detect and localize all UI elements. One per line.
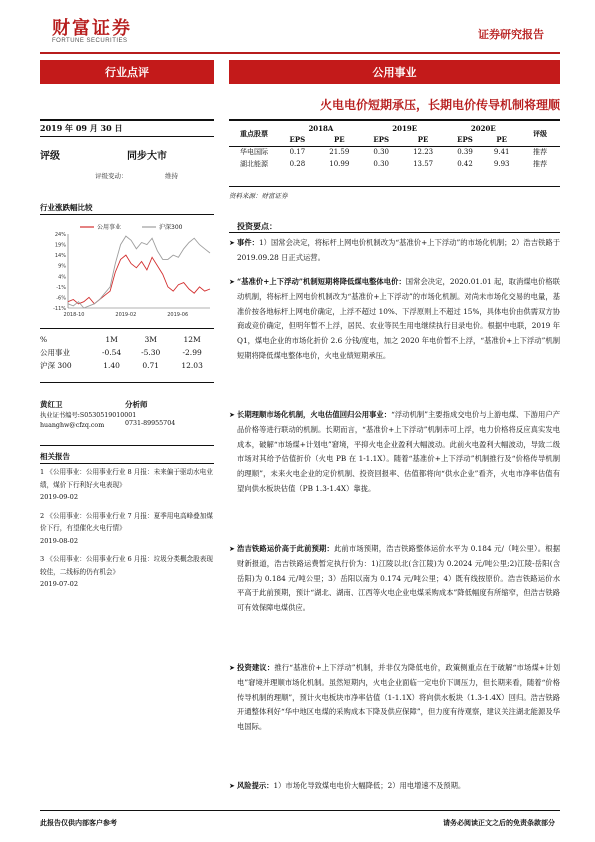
divider xyxy=(40,119,214,121)
legend-label: 公用事业 xyxy=(97,224,122,231)
table-cell: 湖北能源 xyxy=(240,160,268,168)
year-header: 2019E xyxy=(392,123,418,133)
table-cell: -0.54 xyxy=(101,348,122,357)
rating-label: 评级 xyxy=(40,151,60,162)
banner-industry: 公用事业 xyxy=(229,60,560,84)
analyst-name: 黄红卫 xyxy=(40,400,63,409)
y-tick-label: 9% xyxy=(58,263,66,270)
table-cell: -2.99 xyxy=(182,348,202,357)
sub-header: EPS xyxy=(457,135,473,145)
analyst-email: huanghw@cfzq.com xyxy=(40,422,105,429)
headline: 火电电价短期承压，长期电价传导机制将理顺 xyxy=(319,98,560,112)
body-text: 国常会决定，2020.01.01 起，取消煤电价格联动机制，将标杆上网电价机制改为“基准价+上下浮动”的市场化机制。对尚未市场化交易的电量，基准价按各地标杆上网电价确定，上浮不超过 10%、下浮原则上不超过 15%，具体电价由供需双方协商或竞价确定，但明年暂不上浮，居民、农业等民生用电继续执行目录电价。根据中电联，2019 年 Q1，煤电企业的市场化折价 2.6 分钱/度电，加之 2020 年电价暂不上浮，“基准价+上下浮动”机制短期将降低煤电整体电价，火电业绩短期承压。 xyxy=(237,277,560,360)
divider xyxy=(229,119,560,121)
analyst-role: 分析师 xyxy=(125,400,148,409)
table-row xyxy=(229,158,560,170)
bullet-icon: ➤ xyxy=(229,411,235,419)
y-tick-label: 24% xyxy=(54,232,66,238)
table-cell: 推荐 xyxy=(533,148,547,157)
lead-text: 投资建议： xyxy=(237,663,275,672)
y-tick-label: 19% xyxy=(54,242,66,249)
body-text: 推行“基准价+上下浮动”机制，并非仅为降低电价，政策侧重点在于破解“市场煤+计划电”窘境并理顺市场化机制。虽然短期内，火电企业面临一定电价下调压力，但长期来看，随着“价格传导机制的理顺”，预计火电板块市净率估值（1-1.1X）将向供水板块（1.3-1.4X）回归。浩吉铁路开通整体利好“华中地区电煤的采购成本下降及供应保障”，但力度有待观察，建议关注湖北能源及华电国际。 xyxy=(237,663,560,732)
performance-chart xyxy=(40,220,214,320)
rating-change-value: 维持 xyxy=(165,172,178,180)
table-cell: 0.30 xyxy=(373,148,389,157)
divider xyxy=(40,136,214,137)
y-tick-label: 14% xyxy=(54,253,66,260)
table-row xyxy=(40,346,214,359)
year-header: 2020E xyxy=(470,123,496,133)
bullet-icon: ➤ xyxy=(229,278,235,286)
paragraph-suggestion xyxy=(229,661,560,735)
chart-title: 行业涨跌幅比较 xyxy=(40,203,93,212)
table-cell: 0.42 xyxy=(457,160,473,168)
table-row xyxy=(229,146,560,158)
logo-cn: 财富证券 xyxy=(52,18,132,39)
paragraph-mechanism xyxy=(229,275,560,364)
estimates-table xyxy=(229,122,560,170)
bullet-icon: ➤ xyxy=(229,239,235,247)
table-cell: 0.28 xyxy=(289,160,306,168)
bullet-icon: ➤ xyxy=(229,664,235,672)
rating-value: 同步大市 xyxy=(127,151,167,162)
analyst-phone: 0731-89955704 xyxy=(125,420,176,427)
table-cell: -5.30 xyxy=(141,348,161,357)
y-tick-label: -1% xyxy=(56,284,66,291)
lead-text: 长期理顺市场化机制，火电估值回归公用事业： xyxy=(237,410,392,419)
body-content xyxy=(229,236,560,796)
section-title: 投资要点： xyxy=(237,221,277,231)
body-text: 此前市场预期，浩吉铁路整体运价水平为 0.184 元/（吨公里）。根据财新报道，浩吉铁路运费暂定执行价为：1)江陵以北(含江陵)为 0.2024 元/吨公里;2)江陵-岳阳(含岳阳)为 0.184 元/吨公里；3）岳阳以南为 0.174 元/吨公里；4）既有线按原价。浩吉铁路运价水平高于此前预期，预计“湖北、湖南、江西等火电企业电煤采购成本”降低幅度有所缩窄，但浩吉铁路可有效保障电煤供应。 xyxy=(237,544,561,613)
year-header: 2018A xyxy=(308,123,334,133)
table-cell: 推荐 xyxy=(533,160,547,168)
rating-change-label: 评级变动： xyxy=(95,172,128,180)
related-report-link[interactable]: 3 《公用事业：公用事业行业 6 月报：垃圾分类概念股表现较佳，二线标的仍有机会》 xyxy=(40,555,213,576)
report-type: 证券研究报告 xyxy=(478,28,544,41)
table-cell: 9.93 xyxy=(493,160,510,168)
table-cell: 沪深 300 xyxy=(40,361,72,370)
body-text: 1）市场化导致煤电电价大幅降低；2）用电增速不及预期。 xyxy=(273,781,466,790)
sub-header: PE xyxy=(417,135,429,145)
divider xyxy=(229,186,560,187)
related-report-date: 2019-08-02 xyxy=(40,536,79,545)
table-header-cell: 3M xyxy=(144,335,157,344)
divider xyxy=(40,382,214,383)
col-rating-header: 评级 xyxy=(533,128,547,138)
table-cell: 0.30 xyxy=(373,160,389,168)
table-cell: 10.99 xyxy=(329,160,350,168)
table-cell: 21.59 xyxy=(329,148,350,157)
header-divider xyxy=(40,52,560,54)
performance-table xyxy=(40,333,214,372)
table-cell: 12.23 xyxy=(413,148,434,157)
col-stock-header: 重点股票 xyxy=(240,128,268,138)
paragraph-railway xyxy=(229,542,561,616)
table-row xyxy=(40,359,214,372)
related-report-link[interactable]: 1 《公用事业：公用事业行业 8 月报：未来偏于驱动水电业绩，煤价下行利好火电表现》 xyxy=(40,468,213,489)
logo-en: FORTUNE SECURITIES xyxy=(52,38,128,44)
table-cell: 1.40 xyxy=(103,361,120,370)
related-reports xyxy=(40,466,214,591)
table-cell: 0.71 xyxy=(142,361,160,370)
related-title: 相关报告 xyxy=(40,452,70,461)
table-cell: 0.17 xyxy=(289,148,306,157)
lead-text: 风险提示： xyxy=(237,781,274,790)
lead-text: “基准价+上下浮动”机制短期将降低煤电整体电价： xyxy=(237,277,406,286)
table-cell: 华电国际 xyxy=(240,148,268,157)
related-report-link[interactable]: 2 《公用事业：公用事业行业 7 月报：夏季用电高峰叠加煤价下行，有望催化火电行情》 xyxy=(40,511,213,532)
lead-text: 浩吉铁路运价高于此前预期： xyxy=(237,544,334,553)
related-report-date: 2019-09-02 xyxy=(40,493,79,501)
x-tick-label: 2019-02 xyxy=(115,312,137,318)
table-source: 资料来源：财富证券 xyxy=(229,192,288,200)
paragraph-long-term xyxy=(229,408,560,497)
series-line xyxy=(68,255,210,304)
sub-header: PE xyxy=(333,135,345,145)
sub-header: PE xyxy=(496,135,507,145)
table-cell: 13.57 xyxy=(413,160,434,168)
table-header-cell: 1M xyxy=(105,335,118,344)
sub-header: EPS xyxy=(289,135,306,145)
footer-right: 请务必阅读正文之后的免责条款部分 xyxy=(443,818,555,827)
related-report-date: 2019-07-02 xyxy=(40,580,79,588)
x-tick-label: 2019-06 xyxy=(167,312,189,318)
divider xyxy=(40,328,214,329)
y-tick-label: -11% xyxy=(53,306,66,312)
banner-category: 行业点评 xyxy=(40,60,214,84)
divider xyxy=(229,232,560,233)
divider xyxy=(40,445,214,446)
table-cell: 0.39 xyxy=(457,148,473,157)
table-cell: 9.41 xyxy=(493,148,510,157)
body-text: “浮动机制”主要指成交电价与上游电煤、下游用户产品价格等进行联动的机制。长期而言，“基准价+上下浮动”机制赤可上浮，电力价格将反应真实发电成本，破解“市场煤+计划电”窘境，平抑火电企业盈利大幅波动。此前火电盈利大幅波动，导致二级市场对其给予估值折价（火电 PB 在 1-1.1X）。随着“基准价+上下浮动”机制推行及“价格传导机制的理顺”，未来火电企业的定价机制、投资回报率、估值都将向“供水企业”看齐，火电市净率估值有望向供水板块估值（PB 1.3-1.4X）靠拢。 xyxy=(237,410,560,493)
paragraph-event xyxy=(229,236,561,266)
footer-left: 此报告仅供内部客户参考 xyxy=(40,818,117,827)
bullet-icon: ➤ xyxy=(229,782,235,790)
report-date: 2019 年 09 月 30 日 xyxy=(40,123,123,133)
sub-header: EPS xyxy=(373,135,390,145)
footer-divider xyxy=(40,810,560,811)
y-tick-label: -6% xyxy=(56,295,66,302)
table-header-cell: 12M xyxy=(183,335,201,344)
analyst-cert: 执业证书编号:S0530519010001 xyxy=(40,412,137,419)
bullet-icon: ➤ xyxy=(229,545,235,553)
divider xyxy=(40,463,214,464)
y-tick-label: 4% xyxy=(58,274,66,281)
lead-text: 事件： xyxy=(237,238,259,247)
x-tick-label: 2018-10 xyxy=(63,312,85,318)
table-header-row xyxy=(40,333,214,346)
body-text: 1）国常会决定，将标杆上网电价机制改为“基准价+上下浮动”的市场化机制；2）浩吉铁路于 2019.09.28 日正式运营。 xyxy=(237,238,561,262)
paragraph-risk xyxy=(229,779,560,794)
table-cell: 公用事业 xyxy=(40,348,70,357)
table-header-cell: % xyxy=(40,335,48,344)
legend-label: 沪深300 xyxy=(159,224,183,231)
divider xyxy=(40,214,214,215)
table-cell: 12.03 xyxy=(181,361,203,370)
